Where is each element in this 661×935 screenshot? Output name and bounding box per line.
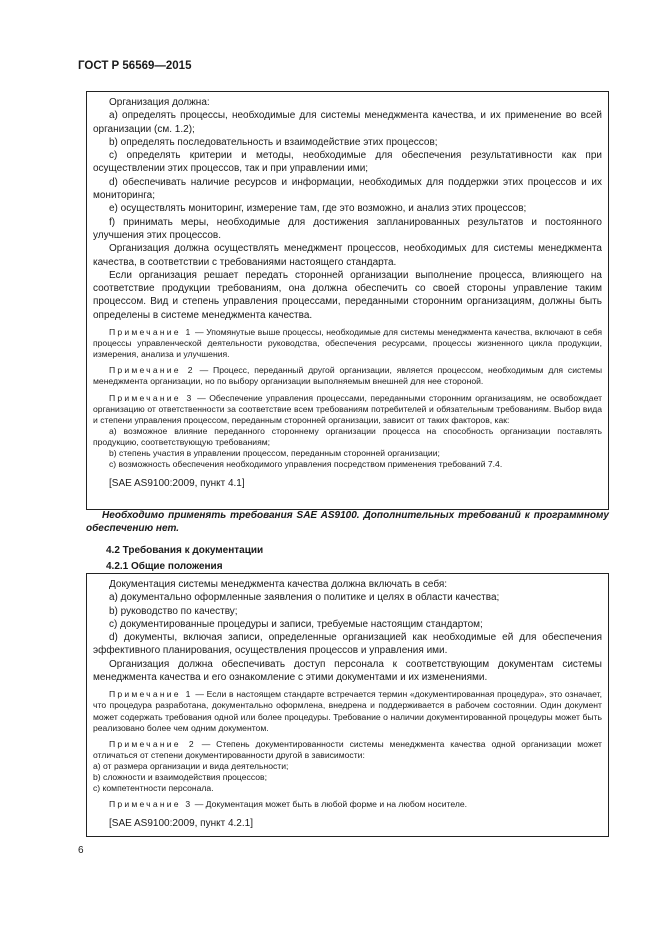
list-item: a) определять процессы, необходимые для системы менеджмента качества, и их применение во всей организации (см. 1.2); — [93, 110, 602, 135]
list-item: d) документы, включая записи, определенные организацией как необходимые ей для обеспечения эффективного планирования, осуществления процессов и управления ими. — [93, 632, 602, 657]
list-item: d) обеспечивать наличие ресурсов и информации, необходимых для поддержки этих процессов и их мониторинга; — [93, 176, 602, 202]
list-item: c) определять критерии и методы, необходимые для обеспечения результативности как при осуществлении этих процессов, так и при управлении ими; — [93, 150, 602, 175]
note-1 — [93, 689, 602, 733]
list-item: b) определять последовательность и взаимодействие этих процессов; — [109, 136, 438, 148]
quoted-requirements-block-4-2-1 — [86, 573, 609, 837]
note-list-item: a) от размера организации и вида деятельности; — [93, 760, 289, 771]
source-reference: [SAE AS9100:2009, пункт 4.1] — [109, 478, 245, 490]
page-number: 6 — [78, 845, 84, 856]
note-label: Примечание 3 — [109, 392, 194, 403]
note-3 — [93, 799, 602, 810]
list-item: f) принимать меры, необходимые для достижения запланированных результатов и постоянного улучшения этих процессов. — [93, 216, 602, 241]
note-text: — Степень документированности системы менеджмента качества одной организации может отличаться от степени документированности другой в зависимости: — [93, 738, 602, 760]
note-2 — [93, 739, 602, 761]
note-text: — Если в настоящем стандарте встречается термин «документированная процедура», это означает, что процедура разработана, документально оформлена, внедрена и поддерживается в рабочем состоянии. Один документ может содержать требования одной или более процедуры. Требование о наличии документированной процедуры может быть реализовано более чем одним документом. — [93, 689, 602, 733]
quoted-requirements-block-4-1 — [86, 91, 609, 510]
section-heading-4-2: 4.2 Требования к документации — [106, 545, 264, 556]
document-header: ГОСТ Р 56569—2015 — [78, 60, 192, 72]
intro-text: Документация системы менеджмента качества должна включать в себя: — [109, 579, 448, 590]
requirement-statement: Необходимо применять требования SAE AS9100. Дополнительных требований к программному обеспечению нет. — [86, 510, 609, 535]
source-reference: [SAE AS9100:2009, пункт 4.2.1] — [109, 818, 253, 830]
list-item: e) осуществлять мониторинг, измерение там, где это возможно, и анализ этих процессов; — [109, 203, 527, 215]
paragraph: Если организация решает передать сторонней организации выполнение процесса, влияющего на соответствие продукции требованиям, она должна обеспечить со своей стороны управление таким процессом. Вид и степень управления процессами, переданными сторонним организациям, должны быть определены в системе менеджмента качества. — [93, 269, 602, 321]
note-list-item: b) степень участия в управлении процессом, переданным сторонней организации; — [109, 447, 440, 458]
note-label: Примечание 3 — [109, 799, 193, 810]
intro-text: Организация должна: — [109, 97, 210, 108]
list-item: a) документально оформленные заявления о политике и целях в области качества; — [109, 592, 500, 604]
note-3 — [93, 393, 602, 426]
note-label: Примечание 1 — [109, 327, 193, 338]
note-text: — Процесс, переданный другой организации, является процессом, необходимым для системы менеджмента организации, но по выбору организации выполняемым внешней для нее стороной. — [93, 365, 602, 387]
note-2 — [93, 365, 602, 387]
subsection-heading-4-2-1: 4.2.1 Общие положения — [106, 561, 223, 572]
note-list-item: b) сложности и взаимодействия процессов; — [93, 772, 267, 783]
note-label: Примечание 2 — [109, 365, 195, 376]
paragraph: Организация должна осуществлять менеджмент процессов, необходимых для системы менеджмента качества, в соответствии с требованиями настоящего стандарта. — [93, 243, 602, 268]
note-text: — Обеспечение управления процессами, переданными сторонним организациям, не освобождает организацию от ответственности за соответствие всем требованиям потребителей и обязательным требованиям. Выбор вида и степени управления процессом, переданным сторонней организации, зависит от таких факторов, как: — [93, 392, 602, 425]
note-list-item: c) возможность обеспечения необходимого управления посредством применения требований 7.4. — [109, 459, 503, 470]
paragraph: Организация должна обеспечивать доступ персонала к соответствующим документам системы менеджмента качества и его ознакомление с этими документами и их изменениями. — [93, 658, 602, 684]
note-text: — Документация может быть в любой форме и на любом носителе. — [192, 799, 468, 810]
list-item: b) руководство по качеству; — [109, 605, 238, 617]
note-list-item: a) возможное влияние переданного стороннему организации процесса на способность организации поставлять продукцию, соответствующую требованиям; — [93, 425, 602, 447]
note-list-item: c) компетентности персонала. — [93, 783, 214, 794]
note-text: — Упомянутые выше процессы, необходимые для системы менеджмента качества, включают в себя процессы управленческой деятельности руководства, обеспечения ресурсами, процессы жизненного цикла продукции, измерения, анализа и улучшения. — [93, 327, 602, 360]
note-label: Примечание 2 — [109, 738, 196, 749]
note-label: Примечание 1 — [109, 689, 193, 700]
note-1 — [93, 327, 602, 360]
list-item: c) документированные процедуры и записи, требуемые настоящим стандартом; — [109, 618, 483, 630]
